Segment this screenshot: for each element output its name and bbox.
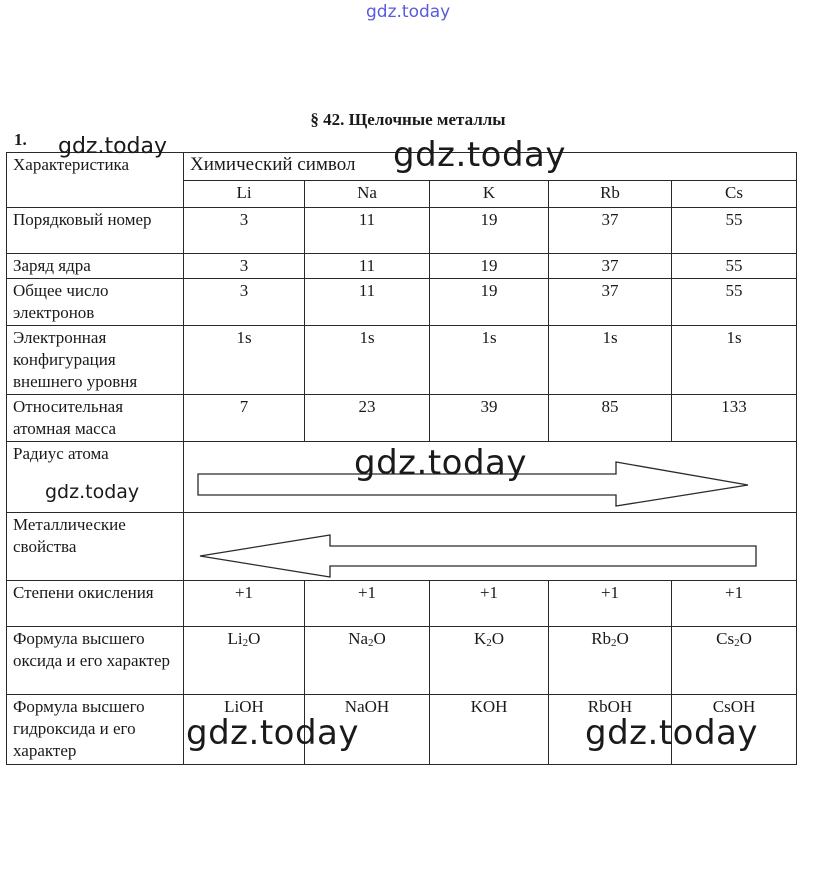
- table-cell: 11: [305, 254, 430, 279]
- task-number: 1.: [14, 130, 27, 149]
- table-cell: 3: [184, 208, 305, 254]
- table-cell: 3: [184, 254, 305, 279]
- watermark: gdz.today: [393, 135, 566, 175]
- table-cell: KOH: [430, 695, 549, 765]
- oxide-formula: $K_2O$: [430, 627, 549, 695]
- row-label: Формула высшего оксида и его характер: [7, 627, 184, 695]
- watermark: gdz.today: [58, 134, 168, 159]
- row-label: Степени окисления: [7, 581, 184, 627]
- table-cell: 55: [672, 208, 797, 254]
- table-cell: 11: [305, 208, 430, 254]
- table-cell: 1s: [672, 326, 797, 395]
- watermark: gdz.today: [45, 481, 140, 503]
- table-cell: 1s: [305, 326, 430, 395]
- table-cell: 55: [672, 254, 797, 279]
- table-cell: 1s: [184, 326, 305, 395]
- section-title: § 42. Щелочные металлы: [310, 110, 506, 129]
- table-cell: 7: [184, 395, 305, 442]
- table-cell: 37: [549, 208, 672, 254]
- table-cell: 3: [184, 279, 305, 326]
- table-cell: LiOH: [184, 695, 305, 765]
- left-arrow-icon: [184, 513, 796, 581]
- oxide-formula: $Rb_2O$: [549, 627, 672, 695]
- element-symbol: K: [430, 181, 549, 208]
- element-symbol: Li: [184, 181, 305, 208]
- table-cell: 11: [305, 279, 430, 326]
- table-cell: CsOH: [672, 695, 797, 765]
- row-label: Относительная атомная масса: [7, 395, 184, 442]
- watermark: gdz.today: [186, 713, 359, 753]
- row-label: Заряд ядра: [7, 254, 184, 279]
- table-cell: NaOH: [305, 695, 430, 765]
- oxide-formula: $Na_2O$: [305, 627, 430, 695]
- table-cell: +1: [184, 581, 305, 627]
- row-label: Порядковый номер: [7, 208, 184, 254]
- table-cell: 23: [305, 395, 430, 442]
- element-symbol: Rb: [549, 181, 672, 208]
- table-cell: 133: [672, 395, 797, 442]
- table-cell: 85: [549, 395, 672, 442]
- table-cell: 37: [549, 254, 672, 279]
- oxide-formula: $Cs_2O$: [672, 627, 797, 695]
- table-cell: 37: [549, 279, 672, 326]
- row-label: Радиус атома: [7, 442, 184, 513]
- corner-label: Характеристика: [7, 153, 184, 208]
- row-label: Металлические свойства: [7, 513, 184, 581]
- table-cell: +1: [549, 581, 672, 627]
- table-cell: 39: [430, 395, 549, 442]
- table-cell: 19: [430, 254, 549, 279]
- table-cell: 19: [430, 279, 549, 326]
- table-cell: 55: [672, 279, 797, 326]
- oxide-formula: $Li_2O$: [184, 627, 305, 695]
- table-cell: +1: [430, 581, 549, 627]
- row-label: Электронная конфигурация внешнего уровня: [7, 326, 184, 395]
- row-label: Общее число электронов: [7, 279, 184, 326]
- table-cell: RbOH: [549, 695, 672, 765]
- table-cell: +1: [672, 581, 797, 627]
- watermark-top[interactable]: gdz.today: [366, 2, 451, 22]
- element-symbol: Na: [305, 181, 430, 208]
- element-symbol: Cs: [672, 181, 797, 208]
- group-header: Химический символ: [184, 153, 797, 181]
- row-label: Формула высшего гидроксида и его характер: [7, 695, 184, 765]
- watermark: gdz.today: [354, 443, 527, 483]
- table-cell: 1s: [430, 326, 549, 395]
- table-cell: 1s: [549, 326, 672, 395]
- table-cell: +1: [305, 581, 430, 627]
- metallic-properties-trend: [184, 513, 797, 581]
- watermark: gdz.today: [585, 713, 758, 753]
- table-cell: 19: [430, 208, 549, 254]
